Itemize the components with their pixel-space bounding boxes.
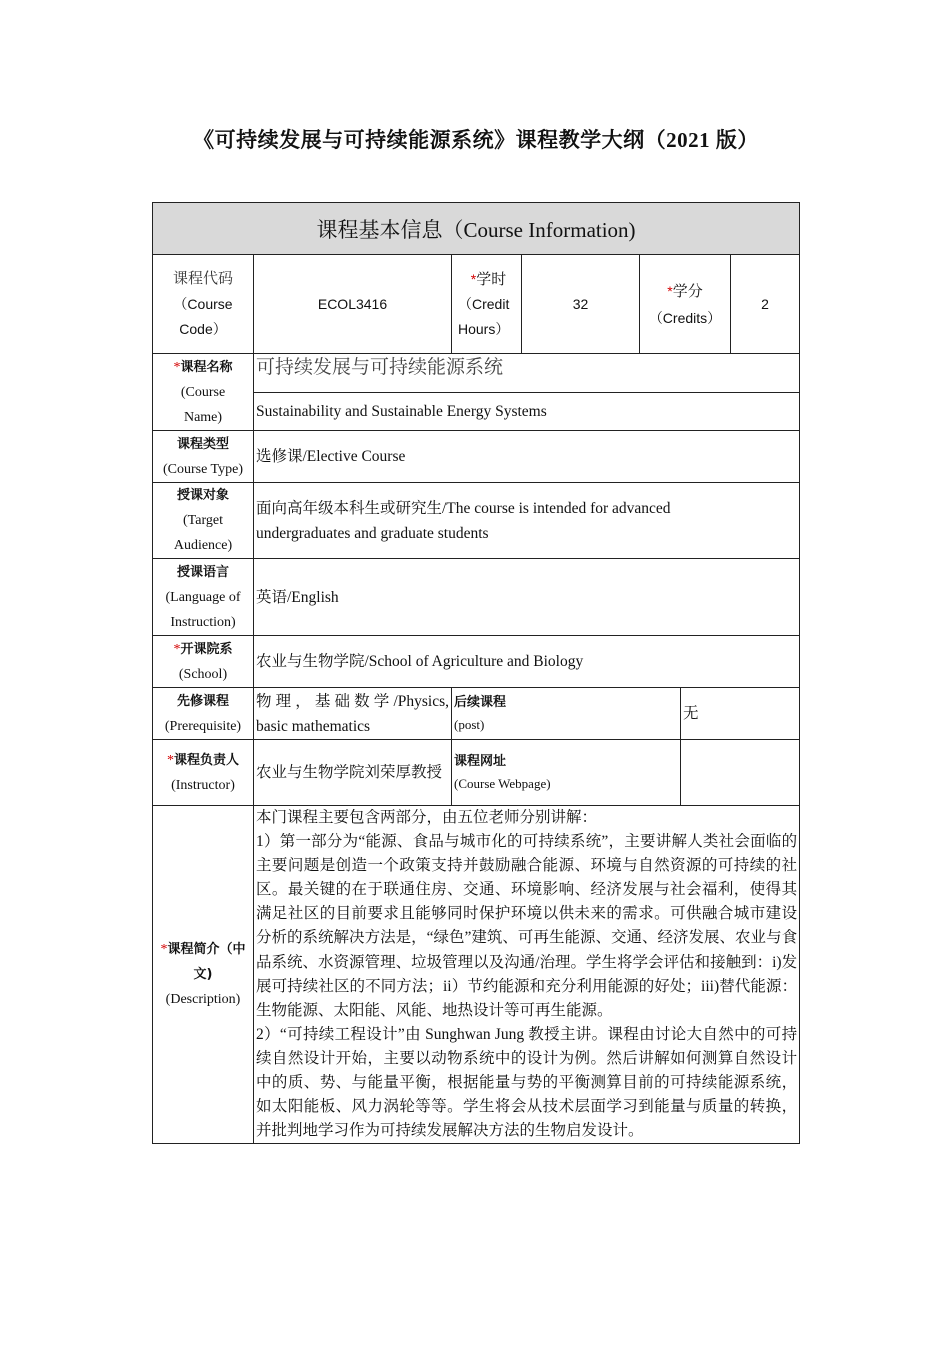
course-name-cn-value: 可持续发展与可持续能源系统	[254, 354, 800, 393]
post-course-label-cn: 后续课程	[454, 694, 507, 710]
document-title: 《可持续发展与可持续能源系统》课程教学大纲（2021 版）	[193, 128, 759, 152]
description-paragraph: 本门课程主要包含两部分，由五位老师分别讲解：	[256, 809, 598, 826]
webpage-label	[452, 740, 681, 806]
course-name-en-value: Sustainability and Sustainable Energy Systems	[254, 393, 800, 431]
webpage-label-cn: 课程网址	[454, 753, 507, 769]
instructor-label-en: (Instructor)	[171, 777, 235, 793]
credit-hours-value: 32	[522, 255, 640, 354]
description-paragraph: 1）第一部分为“能源、食品与城市化的可持续系统”，主要讲解人类社会面临的主要问题是创造一个政策支持并鼓励融合能源、环境与自然资源的可持续的社区。最关键的在于联通住房、交通、环境影响、经济发展与社会福利，使得其满足社区的目前要求且能够同时保护环境以供未来的需求。可供融合城市建设分析的系统解决方法是，“绿色”建筑、可再生能源、交通、经济发展、农业与食品系统、水资源管理、垃圾管理以及沟通/治理。学生将学会评估和接触到：i)发展可持续社区的不同方法；ii）节约能源和充分利用能源的好处；iii)替代能源：生物能源、太阳能、风能、地热设计等可再生能源。	[256, 833, 798, 1019]
instructor-label	[153, 740, 254, 806]
description-label	[153, 806, 254, 1144]
credit-hours-label	[452, 255, 522, 354]
course-info-table	[152, 202, 800, 1144]
table-header	[153, 203, 800, 255]
description-value	[254, 806, 800, 1144]
school-label-en: (School)	[178, 666, 228, 682]
prerequisite-label-cn: 先修课程	[176, 693, 229, 709]
credit-hours-label-en: （Credit Hours）	[458, 295, 510, 337]
description-paragraph: 2）“可持续工程设计”由 Sunghwan Jung 教授主讲。课程由讨论大自然中的可持续自然设计开始，主要以动物系统中的设计为例。然后讲解如何测算自然设计中的质、势、与能量平衡，根据能量与势的平衡测算目前的可持续能源系统，如太阳能板、风力涡轮等等。学生将会从技术层面学习到能量与质量的转换，并批判地学习作为可持续发展解决方法的生物启发设计。	[256, 1025, 798, 1140]
target-audience-label	[153, 483, 254, 559]
description-label-cn: 课程简介（中文)	[167, 942, 246, 983]
required-star: *	[667, 282, 673, 299]
credits-value: 2	[731, 255, 800, 354]
instructor-value: 农业与生物学院刘荣厚教授	[254, 740, 452, 806]
language-label	[153, 559, 254, 636]
instructor-label-cn: 课程负责人	[173, 752, 239, 768]
language-value: 英语/English	[254, 559, 800, 636]
target-audience-label-en: (Target Audience)	[173, 513, 233, 553]
target-audience-label-cn: 授课对象	[176, 488, 229, 503]
post-course-value: 无	[681, 688, 800, 740]
language-label-en: (Language of Instruction)	[165, 589, 241, 630]
course-code-label-cn: 课程代码	[172, 270, 233, 287]
webpage-label-en: (Course Webpage)	[454, 775, 551, 791]
credits-label-en: （Credits）	[648, 309, 722, 326]
course-name-label	[153, 354, 254, 431]
credit-hours-label-cn: 学时	[476, 270, 507, 288]
language-label-cn: 授课语言	[176, 564, 229, 580]
table-header-text: 课程基本信息（Course Information)	[316, 217, 636, 242]
credits-label-cn: 学分	[672, 282, 703, 300]
target-audience-value: 面向高年级本科生或研究生/The course is intended for advanced undergraduates and graduate students	[254, 483, 800, 559]
required-star: *	[166, 752, 174, 768]
school-label	[153, 636, 254, 688]
description-label-en: (Description)	[165, 992, 241, 1008]
course-code-value: ECOL3416	[254, 255, 452, 354]
post-course-label	[452, 688, 681, 740]
prerequisite-label-en: (Prerequisite)	[164, 718, 242, 734]
prerequisite-label	[153, 688, 254, 740]
credits-label	[640, 255, 731, 354]
required-star: *	[160, 942, 168, 958]
course-name-label-en: (Course Name)	[180, 384, 226, 425]
course-type-label-en: (Course Type)	[162, 461, 244, 477]
required-star: *	[173, 641, 181, 657]
school-label-cn: 开课院系	[180, 641, 233, 657]
prerequisite-value: 物理，基础数学/Physics, basic mathematics	[254, 688, 452, 740]
course-code-label	[153, 255, 254, 354]
post-course-label-en: (post)	[454, 716, 485, 732]
course-type-label-cn: 课程类型	[176, 436, 229, 452]
required-star: *	[173, 359, 181, 375]
webpage-value[interactable]	[681, 740, 800, 806]
course-name-label-cn: 课程名称	[180, 359, 233, 375]
course-type-value: 选修课/Elective Course	[254, 431, 800, 483]
required-star: *	[470, 270, 477, 287]
course-type-label	[153, 431, 254, 483]
school-value: 农业与生物学院/School of Agriculture and Biology	[254, 636, 800, 688]
course-code-label-en: （Course Code）	[173, 295, 233, 337]
